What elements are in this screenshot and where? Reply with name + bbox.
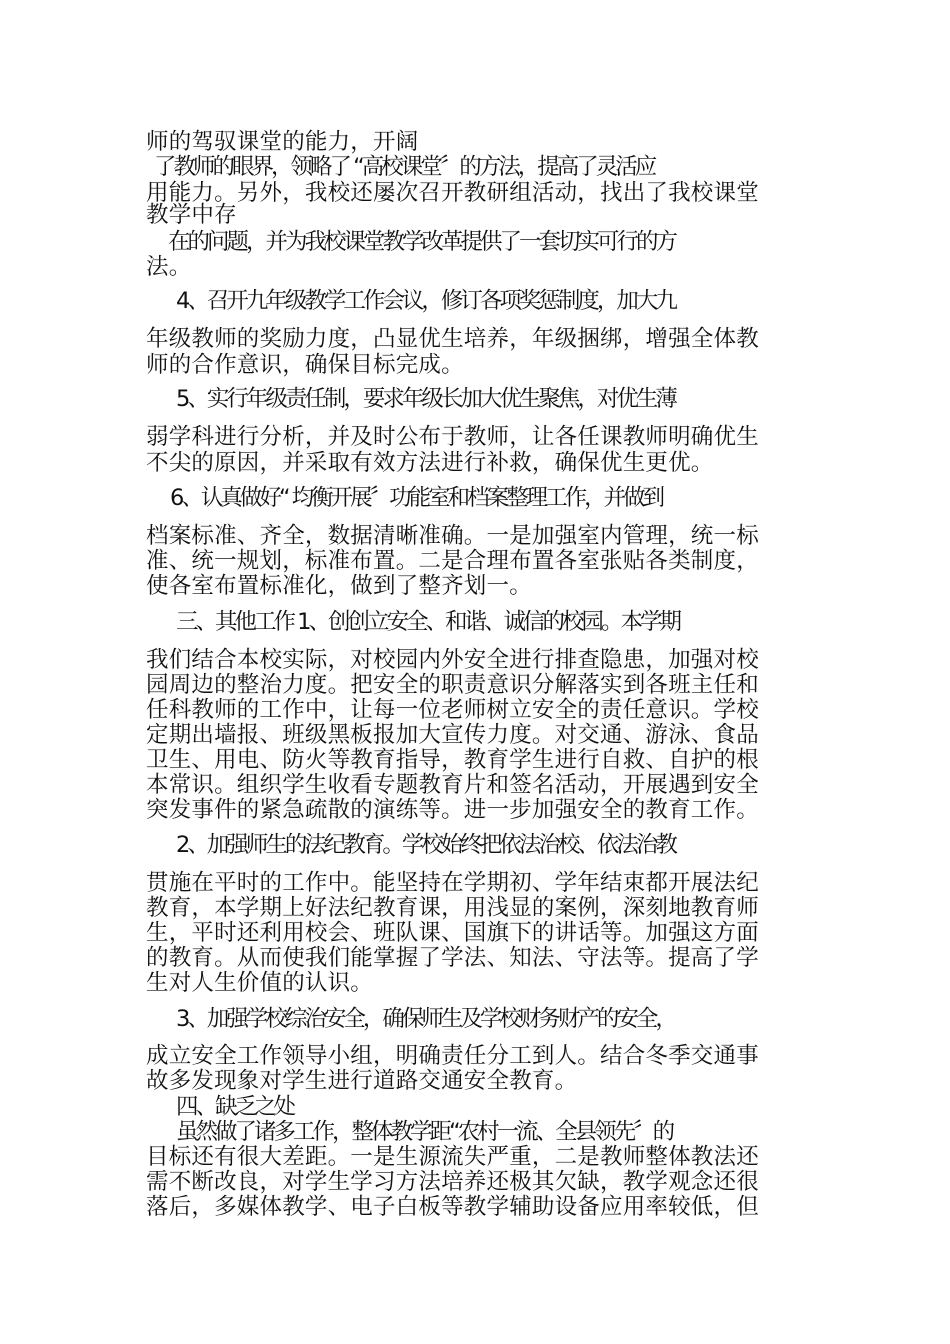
text-line: 目标还有很大差距。一是生源流失严重，二是教师整体教法还 [146, 1144, 759, 1170]
text-line: 在的问题，并为我校课堂教学改革提供了一套切实可行的方 [168, 229, 676, 255]
text-line: 的教育。从而使我们能掌握了学法、知法、守法等。提高了学 [146, 945, 759, 971]
text-line: 本常识。组织学生收看专题教育片和签名活动，开展遇到安全 [146, 772, 759, 798]
text-line: 3、加强学校综治安全，确保师生及学校财务财产的安全， [176, 1006, 675, 1032]
text-line: 突发事件的紧急疏散的演练等。进一步加强安全的教育工作。 [146, 797, 759, 823]
text-line: 任科教师的工作中，让每一位老师树立安全的责任意识。学校 [146, 697, 759, 723]
text-line: 使各室布置标准化，做到了整齐划一。 [146, 573, 532, 599]
text-line: 不尖的原因，并采取有效方法进行补救，确保优生更优。 [146, 450, 714, 476]
text-line: 用能力。另外，我校还屡次召开教研组活动，找出了我校课堂 [146, 180, 759, 206]
text-line: 定期出墙报、班级黑板报加大宣传力度。对交通、游泳、食品 [146, 722, 759, 748]
text-line: 卫生、用电、防火等教育指导，教育学生进行自救、自护的根 [146, 747, 759, 773]
text-line: 了教师的眼界，领略了 “高校课堂〞的方法，提高了灵活应 [154, 154, 655, 180]
text-line: 三、其他工作 1、创创立安全、和谐、诚信的校园。本学期 [176, 609, 679, 635]
text-line: 生，平时还利用校会、班队课、国旗下的讲话等。加强这方面 [146, 920, 759, 946]
text-line: 师的驾驭课堂的能力，开阔 [146, 129, 419, 155]
text-line: 生对人生价值的认识。 [146, 970, 374, 996]
text-line: 需不断改良，对学生学习方法培养还极其欠缺，教学观念还很 [146, 1169, 759, 1195]
text-line: 准、统一规划，标准布置。二是合理布置各室张贴各类制度， [146, 548, 759, 574]
text-line: 落后，多媒体教学、电子白板等教学辅助设备应用率较低，但 [146, 1194, 759, 1220]
text-line: 贯施在平时的工作中。能坚持在学期初、学年结束都开展法纪 [146, 870, 759, 896]
text-line: 教学中存 [146, 202, 237, 228]
text-line: 4、召开九年级教学工作会议，修订各项奖惩制度，加大九 [176, 288, 675, 314]
text-line: 弱学科进行分析，并及时公布于教师，让各任课教师明确优生 [146, 424, 759, 450]
text-line: 成立安全工作领导小组，明确责任分工到人。结合冬季交通事 [146, 1043, 759, 1069]
text-line: 我们结合本校实际，对校园内外安全进行排查隐患，加强对校 [146, 647, 759, 673]
text-line: 5、实行年级责任制，要求年级长加大优生聚焦，对优生薄 [176, 386, 675, 412]
text-line: 2、加强师生的法纪教育。学校始终把依法治校、依法治教 [176, 832, 675, 858]
text-line: 6、认真做好“ 均衡开展〞功能室和档案整理工作，并做到 [170, 485, 663, 511]
text-line: 虽然做了诸多工作，整体教学距“农村一流、全县领先〞的 [176, 1119, 673, 1145]
text-line: 法。 [146, 254, 192, 280]
text-line: 教育，本学期上好法纪教育课，用浅显的案例，深刻地教育师 [146, 895, 759, 921]
section-heading: 四、缺乏之处 [176, 1094, 294, 1120]
text-line: 园周边的整治力度。把安全的职责意识分解落实到各班主任和 [146, 672, 759, 698]
text-line: 故多发现象对学生进行道路交通安全教育。 [146, 1068, 578, 1094]
text-line: 师的合作意识，确保目标完成。 [146, 352, 464, 378]
text-line: 年级教师的奖励力度，凸显优生培养，年级捆绑，增强全体教 [146, 326, 759, 352]
text-line: 档案标准、齐全，数据清晰准确。一是加强室内管理，统一标 [146, 523, 759, 549]
